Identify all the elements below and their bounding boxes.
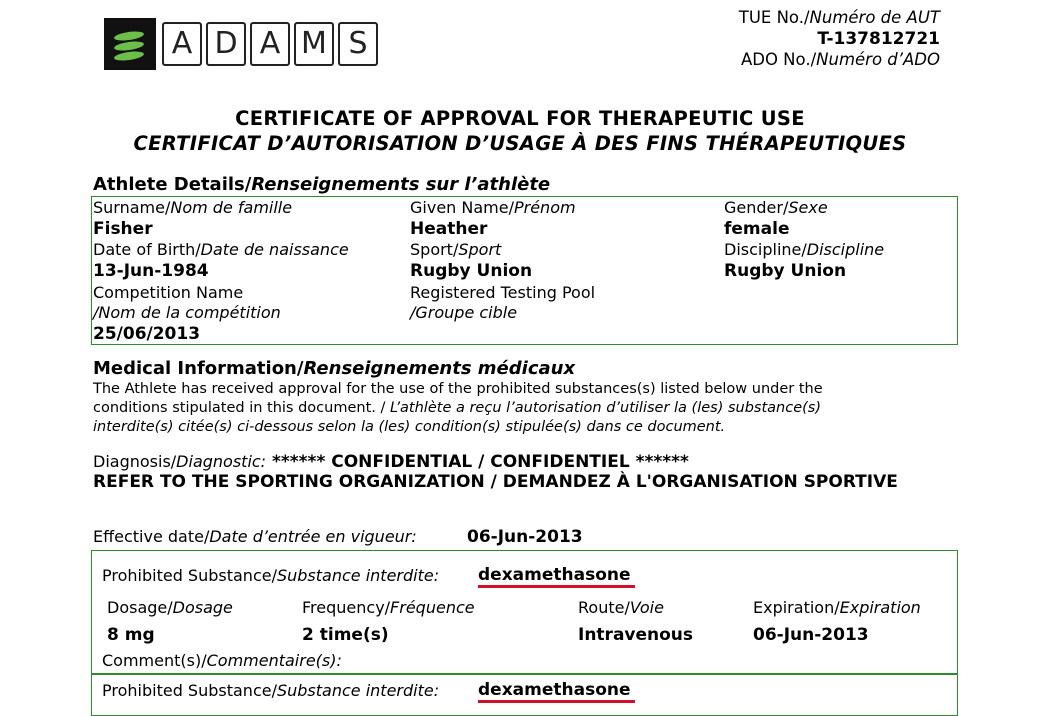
athlete-heading-fr: Renseignements sur l’athlète (251, 174, 551, 195)
dosage-label-en: Dosage/ (107, 598, 173, 617)
gender-label-en: Gender/ (724, 198, 789, 217)
dob-value: 13-Jun-1984 (93, 261, 209, 281)
substance-name: dexamethasone (478, 680, 631, 700)
gender-label-fr: Sexe (788, 198, 828, 217)
substance-underline (478, 700, 635, 703)
dosage-value: 8 mg (107, 625, 155, 645)
medical-paragraph-fr: L’athlète a reçu l’autorisation d’utiliser la (les) substance(s) (389, 400, 822, 416)
frequency-value: 2 time(s) (302, 625, 389, 645)
discipline-value: Rugby Union (724, 261, 847, 281)
substance-label-en: Prohibited Substance/ (102, 681, 277, 700)
surname-label-en: Surname/ (93, 198, 171, 217)
medical-paragraph-line-2 (93, 400, 821, 416)
logo-letter: M (294, 22, 334, 66)
logo-letter: S (338, 22, 378, 66)
sport-label (410, 240, 501, 259)
given-label-fr: Prénom (513, 198, 576, 217)
surname-label (93, 198, 292, 217)
discipline-label-fr: Discipline (806, 240, 885, 259)
ado-label (741, 50, 940, 69)
tue-label-en: TUE No./ (738, 8, 810, 27)
certificate-title-fr: CERTIFICAT D’AUTORISATION D’USAGE À DES FINS THÉRAPEUTIQUES (133, 132, 907, 155)
surname-label-fr: Nom de famille (170, 198, 293, 217)
logo-letter: A (250, 22, 290, 66)
testing-pool-label-fr: /Groupe cible (410, 303, 518, 322)
prohibited-substance-label (102, 681, 439, 700)
effective-date-label (93, 527, 417, 546)
medical-paragraph-en: conditions stipulated in this document. / (93, 400, 390, 416)
medical-paragraph-line-1: The Athlete has received approval for the use of the prohibited substances(s) listed below under the (93, 381, 823, 397)
route-value: Intravenous (578, 625, 694, 645)
substance-label-en: Prohibited Substance/ (102, 566, 277, 585)
given-name-label (410, 198, 576, 217)
tue-label-fr: Numéro de AUT (809, 8, 940, 27)
gender-value: female (724, 219, 790, 239)
effective-label-en: Effective date/ (93, 527, 210, 546)
tue-number: T-137812721 (817, 29, 940, 49)
substance-label-fr: Substance interdite: (276, 566, 440, 585)
comment-label-en: Comment(s)/ (102, 651, 207, 670)
athlete-heading-en: Athlete Details/ (93, 174, 252, 195)
medical-paragraph-line-3: interdite(s) citée(s) ci-dessous selon la (les) condition(s) stipulée(s) dans ce document. (93, 419, 726, 435)
discipline-label (724, 240, 884, 259)
tue-label (739, 8, 940, 27)
frequency-label-en: Frequency/ (302, 598, 391, 617)
prohibited-substance-label (102, 566, 439, 585)
competition-label: Competition Name (93, 283, 244, 302)
discipline-label-en: Discipline/ (724, 240, 807, 259)
surname-value: Fisher (93, 219, 153, 239)
competition-label-fr: /Nom de la compétition (93, 303, 281, 322)
dob-label (93, 240, 349, 259)
substance-label-fr: Substance interdite: (276, 681, 440, 700)
testing-pool-label: Registered Testing Pool (410, 283, 596, 302)
expiration-value: 06-Jun-2013 (753, 625, 869, 645)
dob-label-en: Date of Birth/ (93, 240, 201, 259)
effective-date-value: 06-Jun-2013 (467, 527, 583, 547)
given-label-en: Given Name/ (410, 198, 514, 217)
diagnosis-value: ****** CONFIDENTIAL / CONFIDENTIEL ****** (266, 452, 689, 472)
adams-logo-wordmark (162, 22, 378, 66)
refer-notice: REFER TO THE SPORTING ORGANIZATION / DEMANDEZ À L'ORGANISATION SPORTIVE (93, 472, 898, 492)
substance-underline (478, 585, 635, 588)
athlete-details-heading (93, 174, 550, 195)
frequency-label (302, 598, 475, 617)
ado-label-fr: Numéro d’ADO (816, 50, 940, 69)
adams-logo-mark (104, 18, 156, 70)
gender-label (724, 198, 828, 217)
diagnosis-line (93, 452, 689, 472)
sport-label-en: Sport/ (410, 240, 459, 259)
competition-value: 25/06/2013 (93, 324, 201, 344)
leaf-icon (114, 30, 145, 42)
route-label-fr: Voie (629, 598, 664, 617)
expiration-label-en: Expiration/ (753, 598, 840, 617)
dob-label-fr: Date de naissance (200, 240, 349, 259)
certificate-title-en: CERTIFICATE OF APPROVAL FOR THERAPEUTIC USE (235, 107, 805, 130)
frequency-label-fr: Fréquence (390, 598, 475, 617)
expiration-label (753, 598, 921, 617)
medical-heading-en: Medical Information/ (93, 358, 304, 379)
sport-value: Rugby Union (410, 261, 533, 281)
given-name-value: Heather (410, 219, 488, 239)
leaf-icon (114, 50, 145, 62)
ado-label-en: ADO No./ (740, 50, 817, 69)
medical-heading-fr: Renseignements médicaux (303, 358, 576, 379)
diagnosis-label-fr: Diagnostic: (176, 452, 267, 471)
sport-label-fr: Sport (458, 240, 502, 259)
route-label (578, 598, 664, 617)
dosage-label-fr: Dosage (172, 598, 233, 617)
logo-letter: D (206, 22, 246, 66)
expiration-label-fr: Expiration (839, 598, 921, 617)
diagnosis-label-en: Diagnosis/ (93, 452, 177, 471)
effective-label-fr: Date d’entrée en vigueur: (209, 527, 417, 546)
medical-info-heading (93, 358, 575, 379)
comment-label (102, 651, 342, 670)
logo-letter: A (162, 22, 202, 66)
substance-name: dexamethasone (478, 565, 631, 585)
route-label-en: Route/ (578, 598, 630, 617)
leaf-icon (114, 40, 145, 52)
comment-label-fr: Commentaire(s): (206, 651, 342, 670)
dosage-label (107, 598, 233, 617)
